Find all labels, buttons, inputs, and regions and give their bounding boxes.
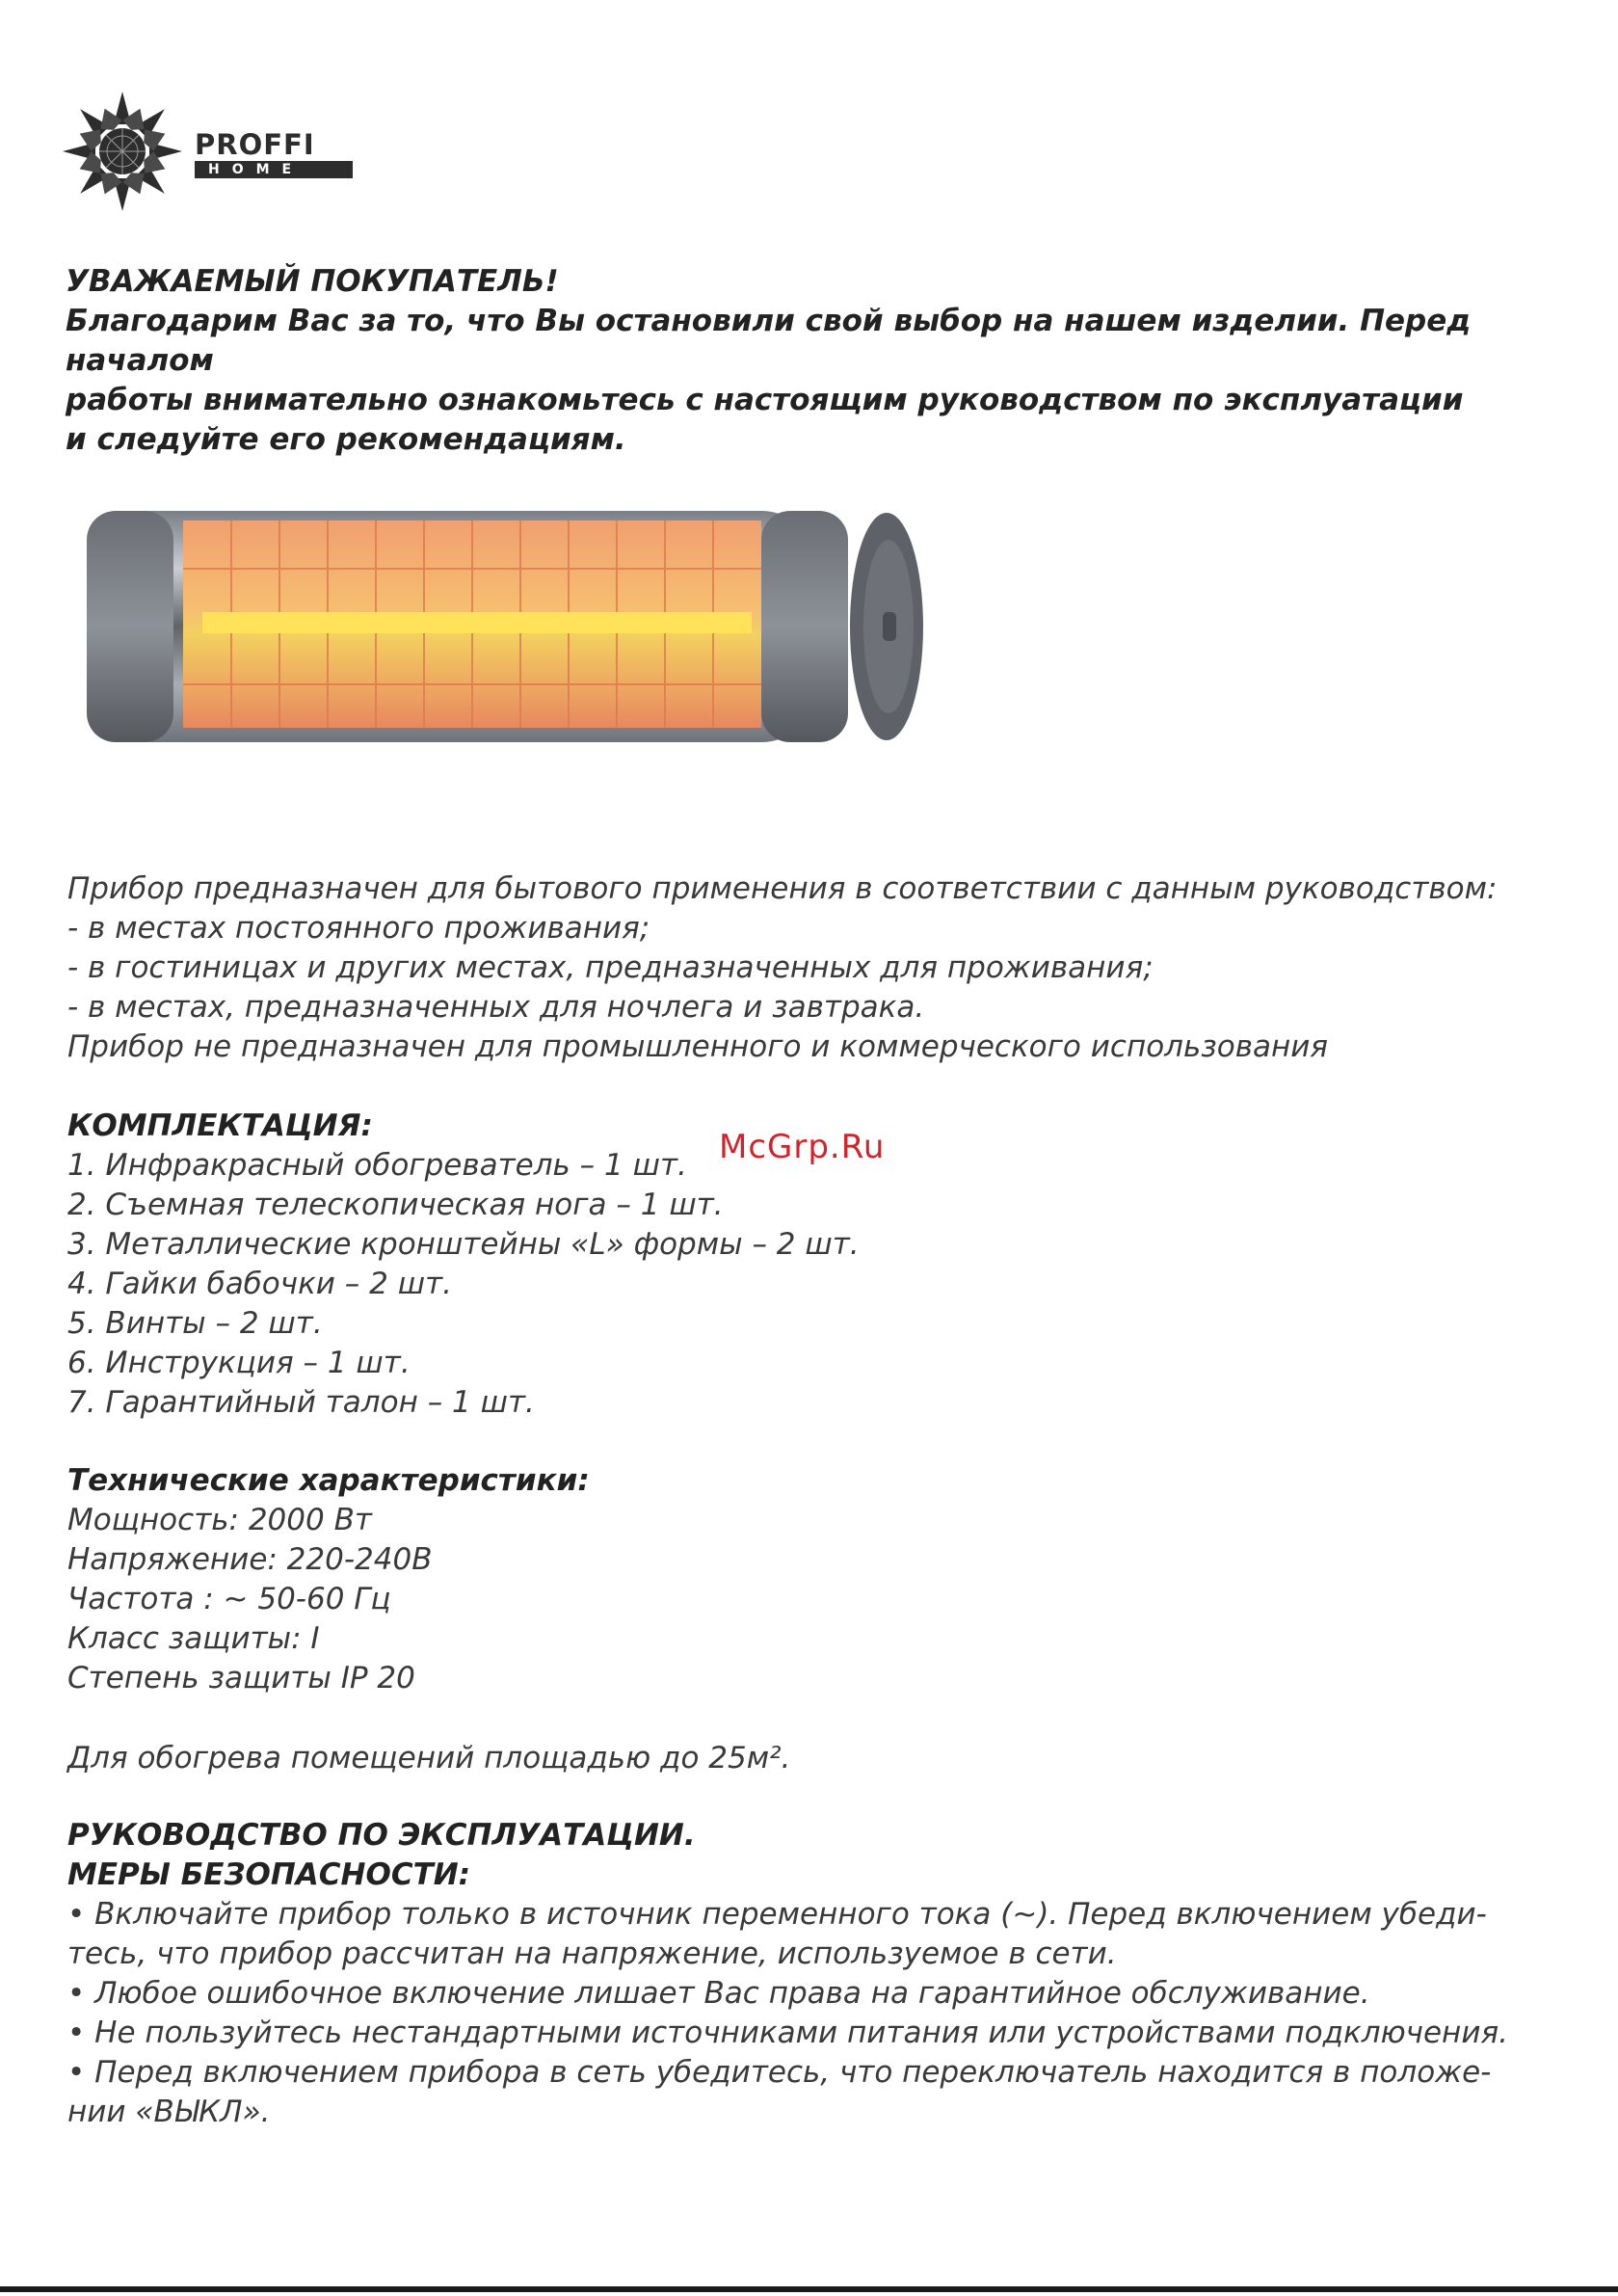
greeting-title: УВАЖАЕМЫЙ ПОКУПАТЕЛЬ! — [66, 264, 559, 299]
safety-line: • Перед включением прибора в сеть убедитесь, что переключатель находится в положе- — [67, 2055, 1492, 2090]
intro-line: и следуйте его рекомендациям. — [66, 422, 626, 457]
safety-line: • Не пользуйтесь нестандартными источниками питания или устройствами подключения. — [67, 2016, 1508, 2050]
sun-flower-logo-icon — [60, 89, 185, 214]
contents-item: 7. Гарантийный талон – 1 шт. — [67, 1385, 535, 1420]
safety-line: • Включайте прибор только в источник переменного тока (~). Перед включением убеди- — [67, 1897, 1487, 1932]
spec-item: Частота : ~ 50-60 Гц — [67, 1582, 391, 1616]
logo-brand: PROFFI — [195, 128, 315, 161]
logo-text — [195, 128, 353, 178]
spec-item: Напряжение: 220-240В — [67, 1542, 433, 1577]
logo-sub: HOME — [195, 161, 353, 178]
intro-line: работы внимательно ознакомьтесь с настоящим руководством по эксплуатации — [66, 383, 1464, 417]
spec-item: Степень защиты IP 20 — [67, 1661, 415, 1695]
specs-block — [67, 1461, 1609, 1698]
spec-item: Класс защиты: I — [67, 1621, 320, 1656]
spec-item: Мощность: 2000 Вт — [67, 1503, 372, 1537]
watermark: McGrp.Ru — [719, 1128, 886, 1166]
specs-title: Технические характеристики: — [67, 1463, 590, 1498]
bottom-divider — [0, 2286, 1618, 2292]
contents-item: 1. Инфракрасный обогреватель – 1 шт. — [67, 1148, 687, 1183]
purpose-line: Прибор предназначен для бытового применения в соответствии с данным руководством: — [67, 871, 1498, 906]
contents-item: 4. Гайки бабочки – 2 шт. — [67, 1267, 453, 1301]
purpose-line: Прибор не предназначен для промышленного и коммерческого использования — [67, 1029, 1329, 1064]
purpose-line: - в местах, предназначенных для ночлега и завтрака. — [67, 990, 925, 1025]
safety-title: МЕРЫ БЕЗОПАСНОСТИ: — [67, 1857, 471, 1892]
infrared-heater-image — [67, 492, 935, 761]
area-note — [67, 1739, 1609, 1778]
purpose-line: - в гостиницах и других местах, предназначенных для проживания; — [67, 950, 1154, 985]
contents-item: 6. Инструкция – 1 шт. — [67, 1346, 411, 1380]
proffi-home-logo — [60, 89, 368, 214]
purpose-block — [67, 869, 1609, 1067]
purpose-line: - в местах постоянного проживания; — [67, 911, 650, 946]
contents-title: КОМПЛЕКТАЦИЯ: — [67, 1108, 373, 1143]
manual-block — [67, 1816, 1609, 2132]
contents-item: 3. Металлические кронштейны «L» формы – 2 шт. — [67, 1227, 860, 1262]
intro-greeting-block — [66, 262, 1598, 460]
contents-item: 5. Винты – 2 шт. — [67, 1306, 323, 1341]
contents-item: 2. Съемная телескопическая нога – 1 шт. — [67, 1188, 724, 1222]
area-text: Для обогрева помещений площадью до 25м². — [67, 1741, 791, 1775]
safety-line: • Любое ошибочное включение лишает Вас права на гарантийное обслуживание. — [67, 1976, 1370, 2011]
manual-title: РУКОВОДСТВО ПО ЭКСПЛУАТАЦИИ. — [67, 1818, 696, 1853]
intro-line: Благодарим Вас за то, что Вы остановили свой выбор на нашем изделии. Перед началом — [66, 304, 1472, 378]
safety-line: нии «ВЫКЛ». — [67, 2095, 271, 2129]
safety-line: тесь, что прибор рассчитан на напряжение, используемое в сети. — [67, 1936, 1117, 1971]
